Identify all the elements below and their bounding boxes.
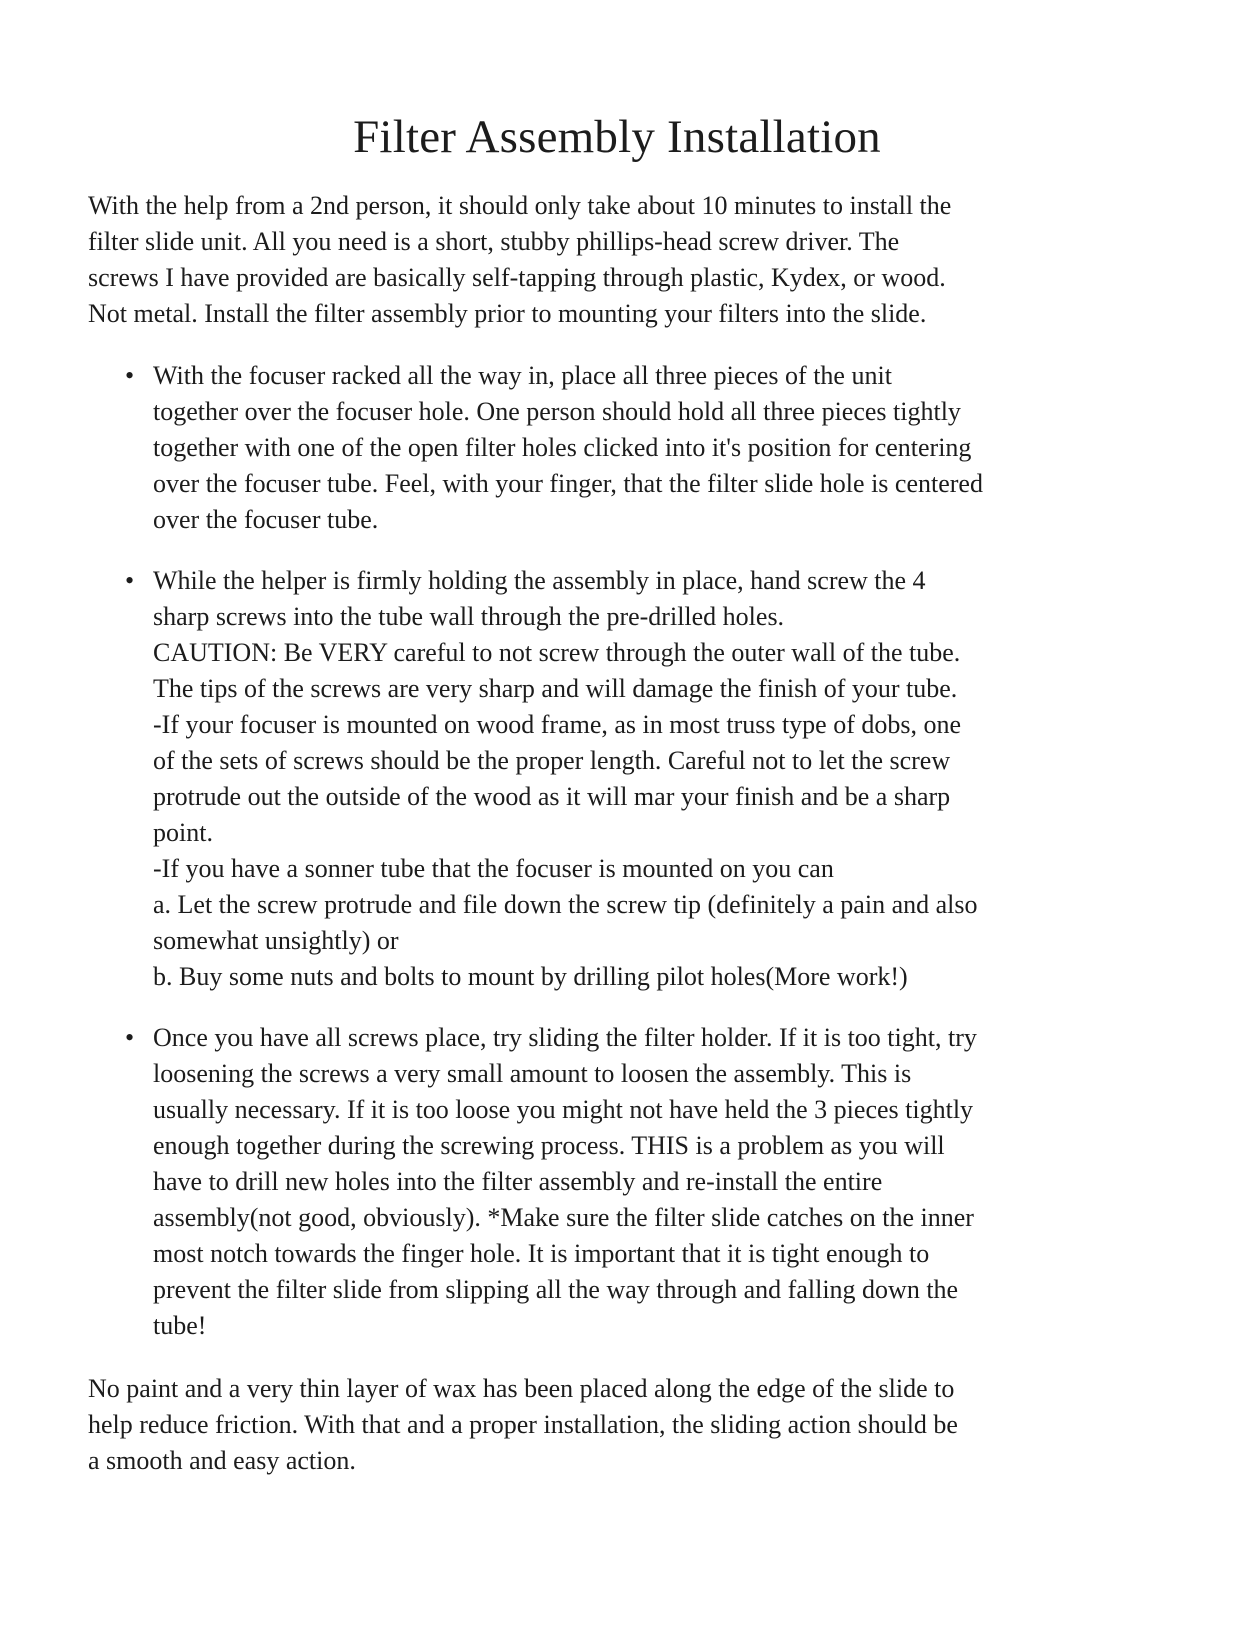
document-page	[88, 108, 1098, 1479]
step-line: While the helper is firmly holding the assembly in place, hand screw the 4	[153, 566, 926, 595]
step-line: protrude out the outside of the wood as it will mar your finish and be a sharp	[153, 782, 951, 811]
step-line: loosening the screws a very small amount to loosen the assembly. This is	[153, 1059, 912, 1088]
step-line: -If you have a sonner tube that the focuser is mounted on you can	[153, 854, 834, 883]
step-line: b. Buy some nuts and bolts to mount by drilling pilot holes(More work!)	[153, 962, 908, 991]
step-line: -If your focuser is mounted on wood frame, as in most truss type of dobs, one	[153, 710, 962, 739]
list-item-step-3	[125, 1020, 1098, 1344]
list-item-step-1	[125, 358, 1098, 538]
closing-line: help reduce friction. With that and a proper installation, the sliding action should be	[88, 1410, 958, 1439]
step-line: tube!	[153, 1311, 207, 1340]
step-line: enough together during the screwing process. THIS is a problem as you will	[153, 1131, 945, 1160]
closing-line: a smooth and easy action.	[88, 1446, 356, 1475]
step-line: With the focuser racked all the way in, place all three pieces of the unit	[153, 361, 892, 390]
step-line: point.	[153, 818, 213, 847]
intro-paragraph	[88, 188, 1098, 332]
bullet-icon: •	[125, 361, 135, 390]
step-line: together over the focuser hole. One person should hold all three pieces tightly	[153, 397, 961, 426]
intro-line: screws I have provided are basically self-tapping through plastic, Kydex, or wood.	[88, 263, 946, 292]
bullet-icon: •	[125, 566, 135, 595]
step-line: have to drill new holes into the filter assembly and re-install the entire	[153, 1167, 883, 1196]
intro-line: With the help from a 2nd person, it should only take about 10 minutes to install the	[88, 191, 952, 220]
step-line: assembly(not good, obviously). *Make sure the filter slide catches on the inner	[153, 1203, 974, 1232]
installation-steps-list	[88, 358, 1098, 1344]
bullet-icon: •	[125, 1023, 135, 1052]
intro-line: filter slide unit. All you need is a short, stubby phillips-head screw driver. The	[88, 227, 900, 256]
step-line: somewhat unsightly) or	[153, 926, 399, 955]
step-line: usually necessary. If it is too loose you might not have held the 3 pieces tightly	[153, 1095, 974, 1124]
step-line: Once you have all screws place, try sliding the filter holder. If it is too tight, try	[153, 1023, 977, 1052]
step-line: of the sets of screws should be the proper length. Careful not to let the screw	[153, 746, 951, 775]
step-line: The tips of the screws are very sharp and will damage the finish of your tube.	[153, 674, 958, 703]
step-line: over the focuser tube.	[153, 505, 379, 534]
step-line: together with one of the open filter holes clicked into it's position for centering	[153, 433, 972, 462]
step-line: prevent the filter slide from slipping all the way through and falling down the	[153, 1275, 959, 1304]
step-line: sharp screws into the tube wall through the pre-drilled holes.	[153, 602, 785, 631]
step-line: over the focuser tube. Feel, with your finger, that the filter slide hole is centered	[153, 469, 983, 498]
step-line: most notch towards the finger hole. It is important that it is tight enough to	[153, 1239, 930, 1268]
list-item-step-2	[125, 563, 1098, 995]
closing-line: No paint and a very thin layer of wax has been placed along the edge of the slide to	[88, 1374, 955, 1403]
page-title: Filter Assembly Installation	[353, 111, 881, 163]
step-line: a. Let the screw protrude and file down the screw tip (definitely a pain and also	[153, 890, 978, 919]
caution-line: CAUTION: Be VERY careful to not screw through the outer wall of the tube.	[153, 638, 961, 667]
intro-line: Not metal. Install the filter assembly prior to mounting your filters into the slide.	[88, 299, 927, 328]
closing-paragraph	[88, 1369, 1098, 1479]
